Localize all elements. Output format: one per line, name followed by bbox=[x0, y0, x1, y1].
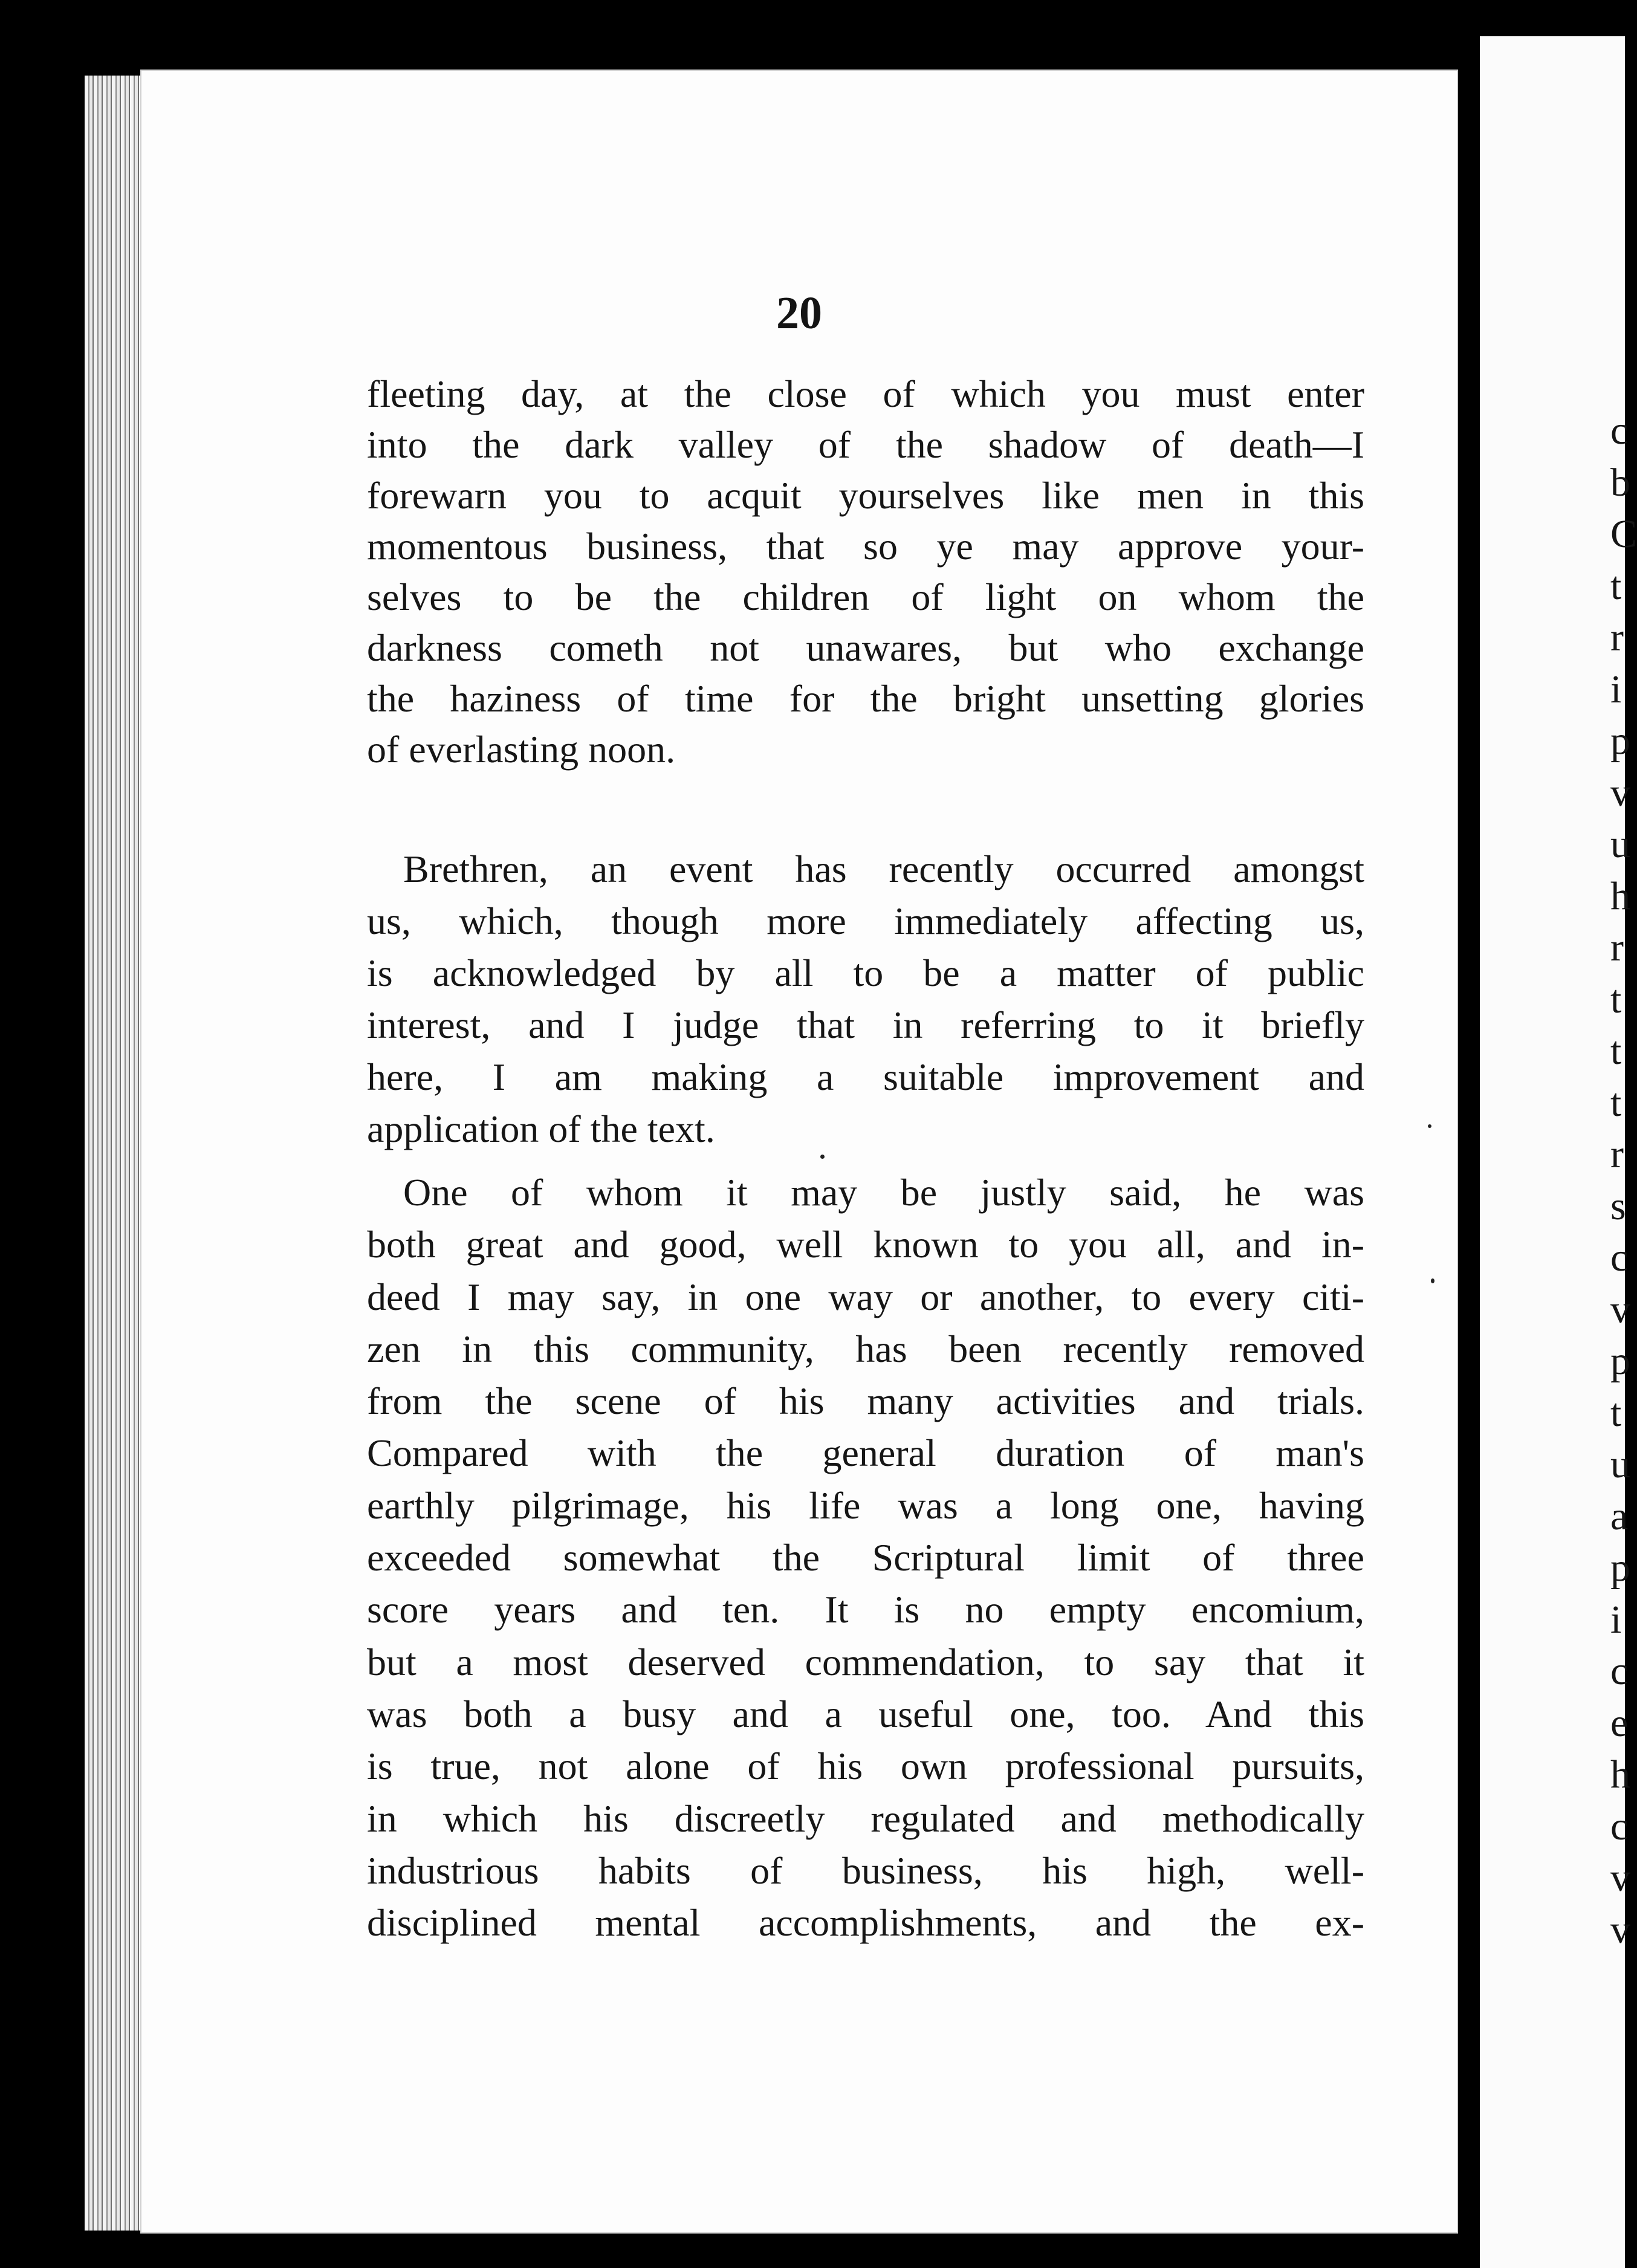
text-line: interest, and I judge that in referring to it briefly bbox=[367, 1003, 1364, 1046]
page-number: 20 bbox=[776, 288, 822, 339]
text-line: momentous business, that so ye may approve your- bbox=[367, 525, 1364, 568]
facing-page-letter: t bbox=[1610, 1390, 1622, 1435]
text-line: was both a busy and a useful one, too. And this bbox=[367, 1692, 1364, 1735]
facing-page-letter: h bbox=[1610, 873, 1630, 918]
text-line: application of the text. bbox=[367, 1107, 715, 1150]
print-speck bbox=[1428, 1124, 1431, 1128]
text-line: both great and good, well known to you all, and in- bbox=[367, 1223, 1364, 1266]
facing-page-letter: c bbox=[1610, 1804, 1629, 1848]
facing-page-letter: v bbox=[1610, 1856, 1630, 1900]
print-speck bbox=[820, 1155, 825, 1159]
facing-page-letter: b bbox=[1610, 460, 1630, 505]
facing-page-letter: t bbox=[1610, 1080, 1622, 1125]
facing-page-letter: s bbox=[1610, 1184, 1626, 1228]
text-line: fleeting day, at the close of which you must enter bbox=[367, 372, 1364, 415]
book-page bbox=[140, 70, 1458, 2234]
facing-page-letter: p bbox=[1610, 1339, 1630, 1383]
book-gutter bbox=[1458, 36, 1480, 2268]
text-line: Compared with the general duration of man's bbox=[367, 1431, 1364, 1475]
facing-page-letter: u bbox=[1610, 822, 1630, 866]
facing-page-letter: C bbox=[1610, 512, 1637, 556]
facing-page bbox=[1480, 36, 1637, 2268]
facing-page-letter: v bbox=[1610, 770, 1630, 815]
text-line: Brethren, an event has recently occurred amongst bbox=[403, 847, 1364, 890]
paragraph-3 bbox=[367, 1167, 1364, 1949]
text-line: in which his discreetly regulated and methodically bbox=[367, 1797, 1364, 1840]
text-line: exceeded somewhat the Scriptural limit of three bbox=[367, 1536, 1364, 1580]
text-line: industrious habits of business, his high, well- bbox=[367, 1848, 1364, 1892]
text-line: into the dark valley of the shadow of death—I bbox=[367, 423, 1364, 466]
facing-page-letter: p bbox=[1610, 1546, 1630, 1590]
facing-page-letter: t bbox=[1610, 1029, 1622, 1073]
text-line: is acknowledged by all to be a matter of public bbox=[367, 951, 1364, 994]
facing-page-letter: a bbox=[1610, 1494, 1629, 1538]
paragraph-1 bbox=[367, 369, 1364, 775]
text-line: disciplined mental accomplishments, and the ex- bbox=[367, 1901, 1364, 1945]
text-line: earthly pilgrimage, his life was a long one, having bbox=[367, 1483, 1364, 1527]
facing-page-letter: v bbox=[1610, 1907, 1630, 1952]
text-line: of everlasting noon. bbox=[367, 728, 676, 771]
facing-page-letter: i bbox=[1610, 1597, 1622, 1642]
text-line: darkness cometh not unawares, but who exchange bbox=[367, 626, 1364, 669]
facing-page-letter: r bbox=[1610, 925, 1624, 970]
facing-page-letter: c bbox=[1610, 1236, 1629, 1280]
text-line: One of whom it may be justly said, he was bbox=[403, 1171, 1364, 1214]
text-line: forewarn you to acquit yourselves like men in this bbox=[367, 474, 1364, 517]
text-line: from the scene of his many activities and trials. bbox=[367, 1379, 1364, 1423]
facing-page-letter: p bbox=[1610, 719, 1630, 763]
facing-page-letter: h bbox=[1610, 1752, 1630, 1797]
paragraph-2 bbox=[367, 843, 1364, 1155]
text-line: but a most deserved commendation, to say that it bbox=[367, 1640, 1364, 1683]
facing-page-letter: c bbox=[1610, 1649, 1629, 1693]
facing-page-letter: c bbox=[1610, 409, 1629, 453]
text-line: deed I may say, in one way or another, to every citi- bbox=[367, 1275, 1364, 1318]
facing-page-line-starts bbox=[1610, 405, 1637, 1955]
text-line: here, I am making a suitable improvement and bbox=[367, 1055, 1364, 1098]
facing-page-letter: t bbox=[1610, 563, 1622, 608]
facing-page-letter: r bbox=[1610, 615, 1624, 659]
facing-page-letter: i bbox=[1610, 667, 1622, 711]
facing-page-letter: e bbox=[1610, 1700, 1629, 1745]
facing-page-letter: u bbox=[1610, 1442, 1630, 1486]
print-speck bbox=[1431, 1278, 1434, 1283]
text-line: selves to be the children of light on whom the bbox=[367, 575, 1364, 618]
text-line: zen in this community, has been recently removed bbox=[367, 1327, 1364, 1370]
text-line: us, which, though more immediately affecting us, bbox=[367, 899, 1364, 942]
text-line: is true, not alone of his own professional pursuits, bbox=[367, 1745, 1364, 1788]
book-page-edges bbox=[85, 76, 145, 2231]
facing-page-letter: r bbox=[1610, 1132, 1624, 1176]
facing-page-letter: t bbox=[1610, 977, 1622, 1022]
text-line: the haziness of time for the bright unsetting glories bbox=[367, 677, 1364, 720]
text-line: score years and ten. It is no empty encomium, bbox=[367, 1588, 1364, 1631]
facing-page-letter: v bbox=[1610, 1287, 1630, 1332]
